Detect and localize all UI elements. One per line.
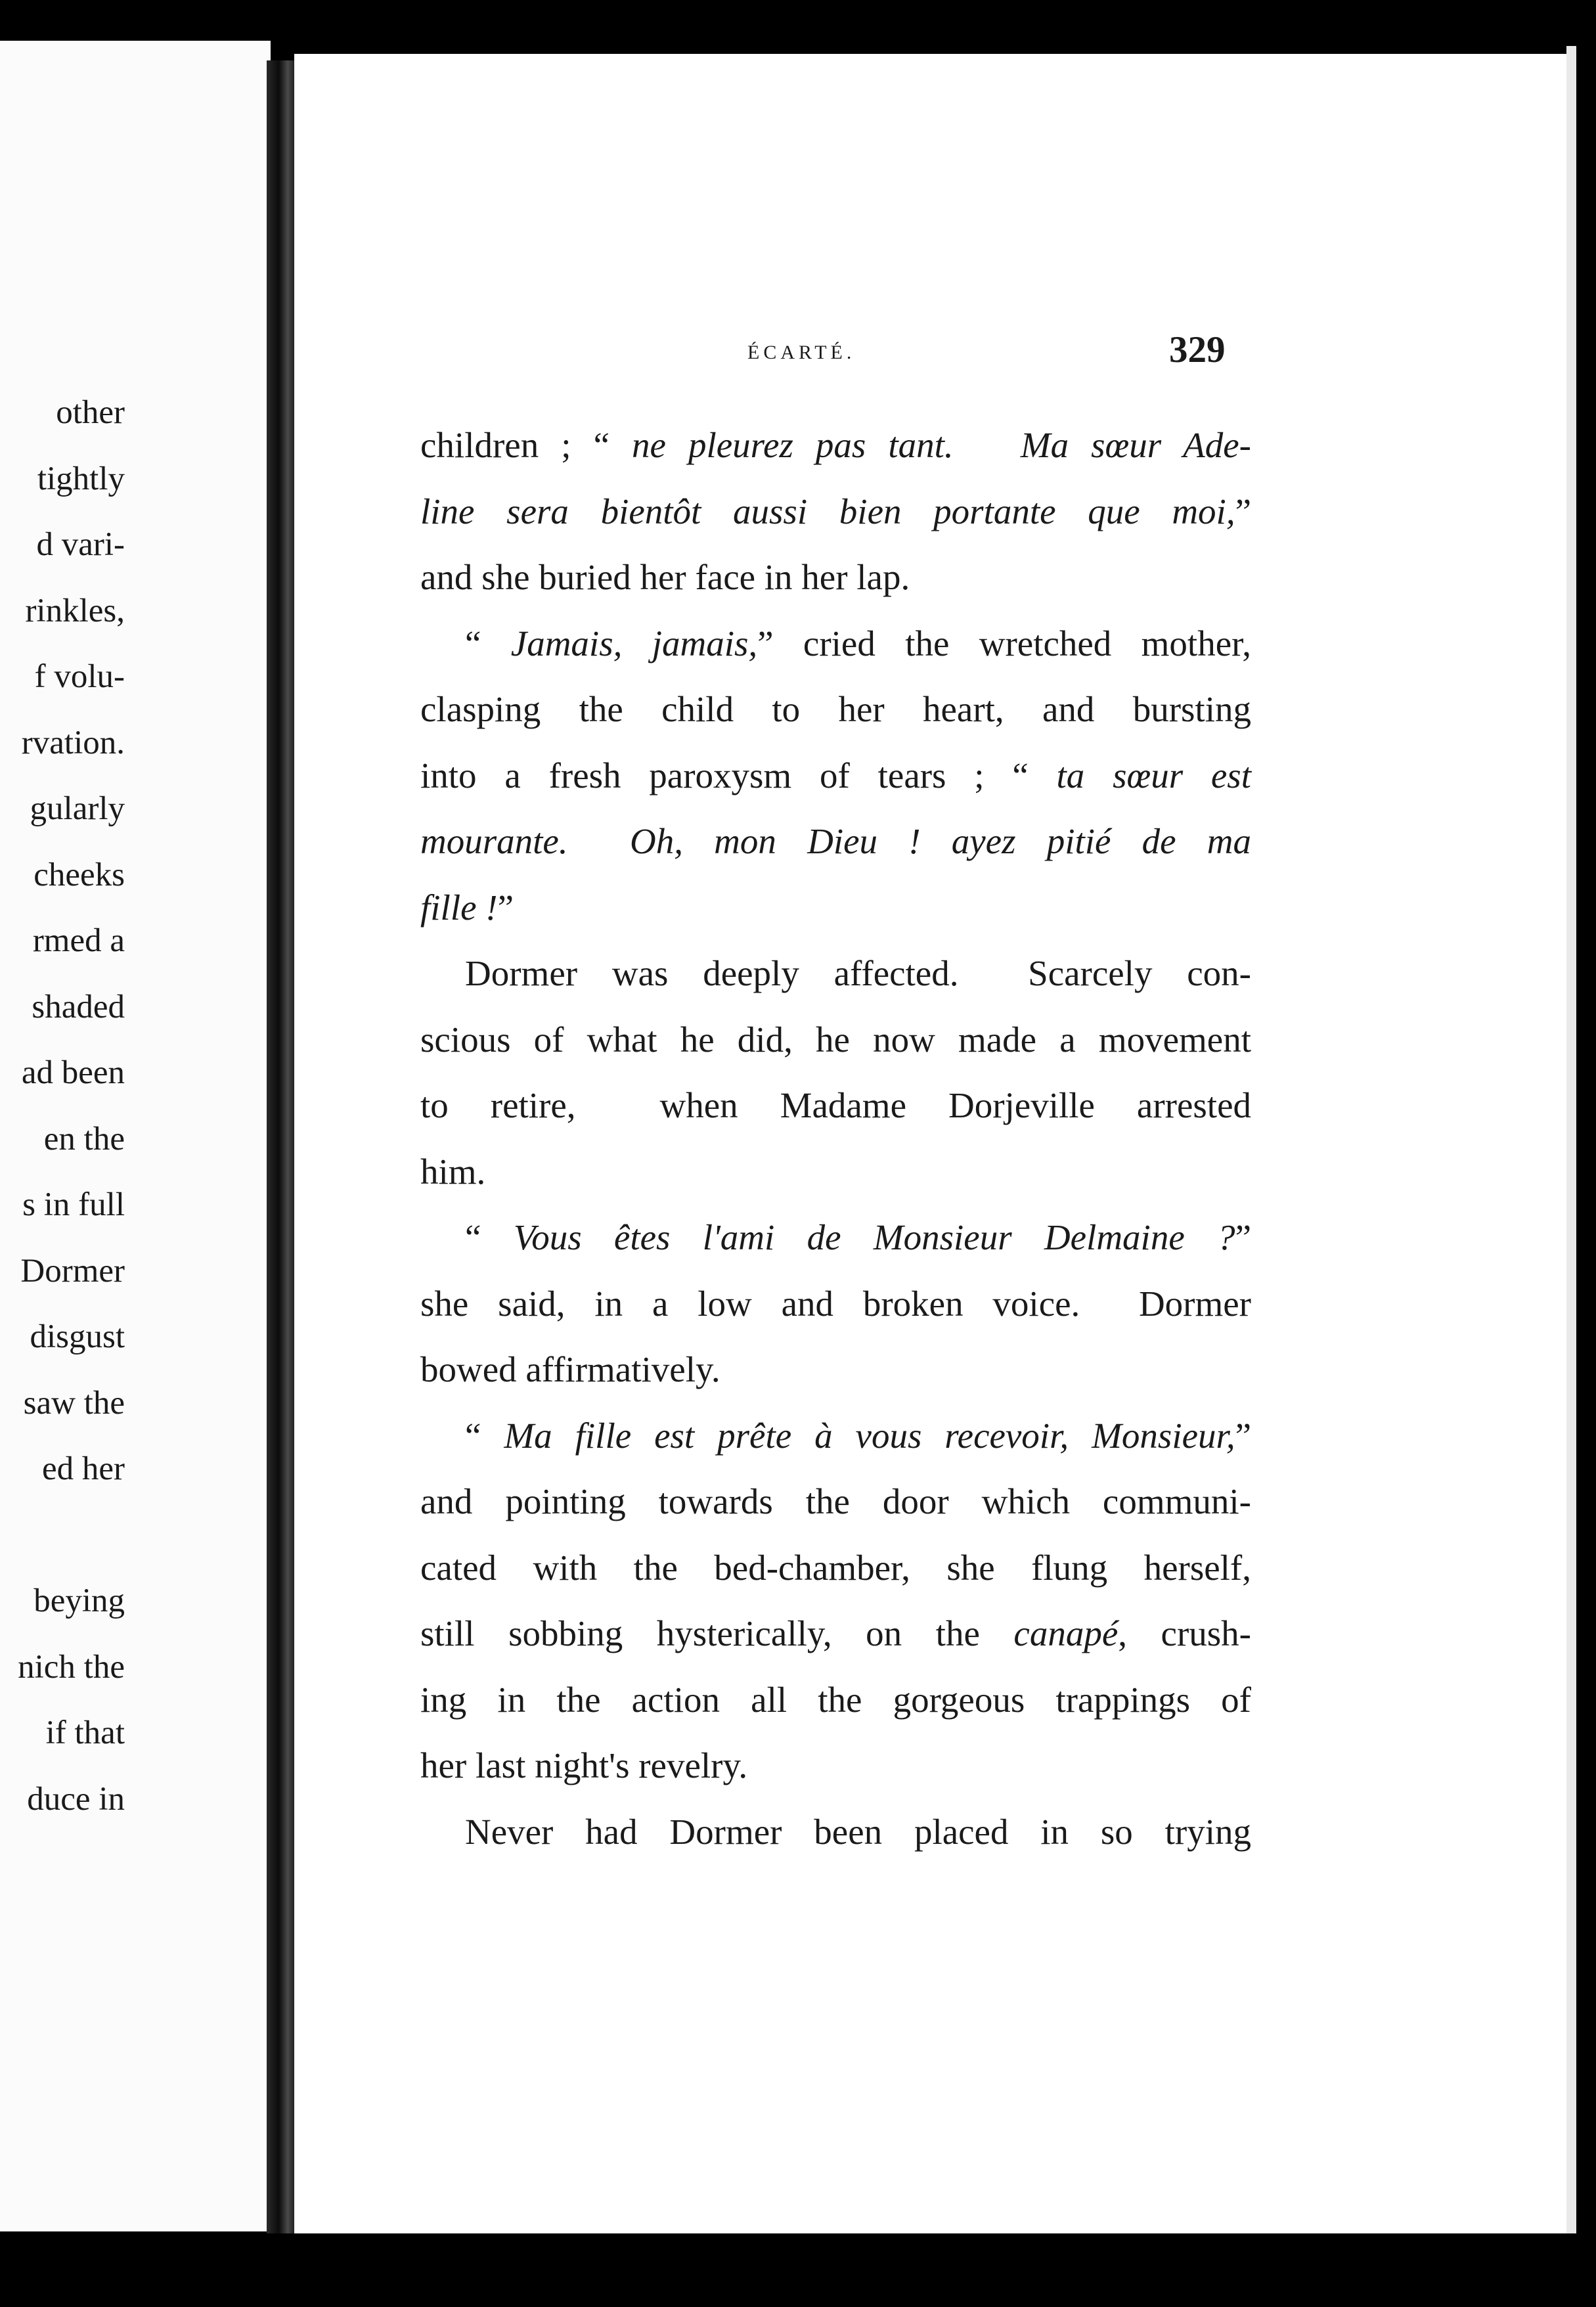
italic-span: mourante. Oh, mon Dieu ! ayez pitié de ma xyxy=(420,821,1251,861)
text-span: , crush- xyxy=(1118,1613,1251,1653)
text-span: clasping the child to her heart, and bursting xyxy=(420,689,1251,729)
text-span: into a fresh paroxysm of tears ; “ xyxy=(420,755,1057,795)
left-page-line: s in full xyxy=(22,1186,125,1223)
text-line xyxy=(420,413,1251,479)
text-span: ” cried the wretched mother, xyxy=(757,623,1251,663)
left-page-line: rvation. xyxy=(21,724,125,761)
text-line xyxy=(420,611,1251,677)
left-page-line: ed her xyxy=(41,1450,125,1487)
italic-span: Jamais, jamais, xyxy=(510,623,758,663)
text-span: and she buried her face in her lap. xyxy=(420,557,910,597)
text-line xyxy=(420,1139,1251,1205)
text-span: scious of what he did, he now made a movement xyxy=(420,1019,1251,1060)
italic-span: fille ! xyxy=(420,887,498,928)
text-span: children ; “ xyxy=(420,425,632,465)
text-span: “ xyxy=(465,1415,504,1456)
text-span: cated with the bed-chamber, she flung herself, xyxy=(420,1547,1251,1588)
body-text xyxy=(420,413,1251,1865)
text-line xyxy=(420,1601,1251,1667)
left-page-line: en the xyxy=(43,1120,125,1157)
left-page-line: nich the xyxy=(18,1648,125,1686)
text-span: she said, in a low and broken voice. Dormer xyxy=(420,1283,1251,1324)
text-line xyxy=(420,1271,1251,1337)
running-head: ÉCARTÉ. xyxy=(747,342,856,363)
text-span: still sobbing hysterically, on the xyxy=(420,1613,1014,1653)
text-line xyxy=(420,1535,1251,1601)
text-span: Dormer was deeply affected. Scarcely con- xyxy=(465,953,1251,993)
text-line xyxy=(420,479,1251,545)
left-page-line: if that xyxy=(45,1714,125,1751)
text-line xyxy=(420,743,1251,809)
text-line xyxy=(420,1799,1251,1866)
left-page-line: duce in xyxy=(27,1780,125,1818)
italic-span: line sera bientôt aussi bien portante que moi, xyxy=(420,491,1235,531)
left-page-line: rmed a xyxy=(32,922,125,959)
page-edge xyxy=(1566,46,1576,2240)
left-page-line: saw the xyxy=(23,1384,125,1422)
left-page-line: d vari- xyxy=(36,526,125,563)
italic-span: ne pleurez pas tant. Ma sœur Ade- xyxy=(632,425,1251,465)
text-span: ” xyxy=(497,887,514,928)
text-span: “ xyxy=(465,1217,514,1257)
italic-span: ta sœur est xyxy=(1056,755,1251,795)
left-page-line: tightly xyxy=(37,460,125,497)
left-page-fragment xyxy=(0,41,271,2231)
text-span: bowed affirmatively. xyxy=(420,1349,720,1389)
left-page-line: ad been xyxy=(21,1054,125,1091)
text-line xyxy=(420,677,1251,743)
text-line xyxy=(420,1403,1251,1469)
text-span: ” xyxy=(1235,1415,1251,1456)
text-line xyxy=(420,1337,1251,1403)
left-page-line: Dormer xyxy=(20,1252,125,1289)
italic-span: canapé xyxy=(1013,1613,1119,1653)
text-span: to retire, when Madame Dorjeville arrested xyxy=(420,1085,1251,1125)
italic-span: Vous êtes l'ami de Monsieur Delmaine ? xyxy=(513,1217,1235,1257)
text-line xyxy=(420,1733,1251,1799)
text-line xyxy=(420,545,1251,611)
left-page-line: other xyxy=(56,394,125,431)
text-span: “ xyxy=(465,623,511,663)
text-span: ” xyxy=(1235,1217,1251,1257)
text-line xyxy=(420,1007,1251,1073)
text-span: her last night's revelry. xyxy=(420,1745,748,1785)
left-page-line: f volu- xyxy=(34,658,125,695)
text-span: and pointing towards the door which communi- xyxy=(420,1481,1251,1521)
left-page-line: cheeks xyxy=(33,856,125,893)
italic-span: Ma fille est prête à vous recevoir, Monsieur, xyxy=(504,1415,1235,1456)
text-line xyxy=(420,1667,1251,1734)
left-page-line: gularly xyxy=(30,790,125,827)
left-page-line: beying xyxy=(33,1582,125,1619)
text-line xyxy=(420,809,1251,875)
page-number: 329 xyxy=(1169,329,1226,370)
left-page-line: disgust xyxy=(30,1318,125,1355)
text-line xyxy=(420,875,1251,941)
text-line xyxy=(420,1469,1251,1535)
left-page-line: shaded xyxy=(32,988,125,1025)
left-page-line: rinkles, xyxy=(25,592,125,629)
text-line xyxy=(420,1073,1251,1139)
text-line xyxy=(420,1205,1251,1271)
text-span: Never had Dormer been placed in so trying xyxy=(465,1811,1251,1852)
book-gutter xyxy=(267,60,297,2235)
text-span: ” xyxy=(1235,491,1251,531)
text-span: him. xyxy=(420,1151,486,1192)
text-span: ing in the action all the gorgeous trappings of xyxy=(420,1679,1251,1720)
scan-bottom-border xyxy=(0,2233,1596,2307)
text-line xyxy=(420,941,1251,1007)
